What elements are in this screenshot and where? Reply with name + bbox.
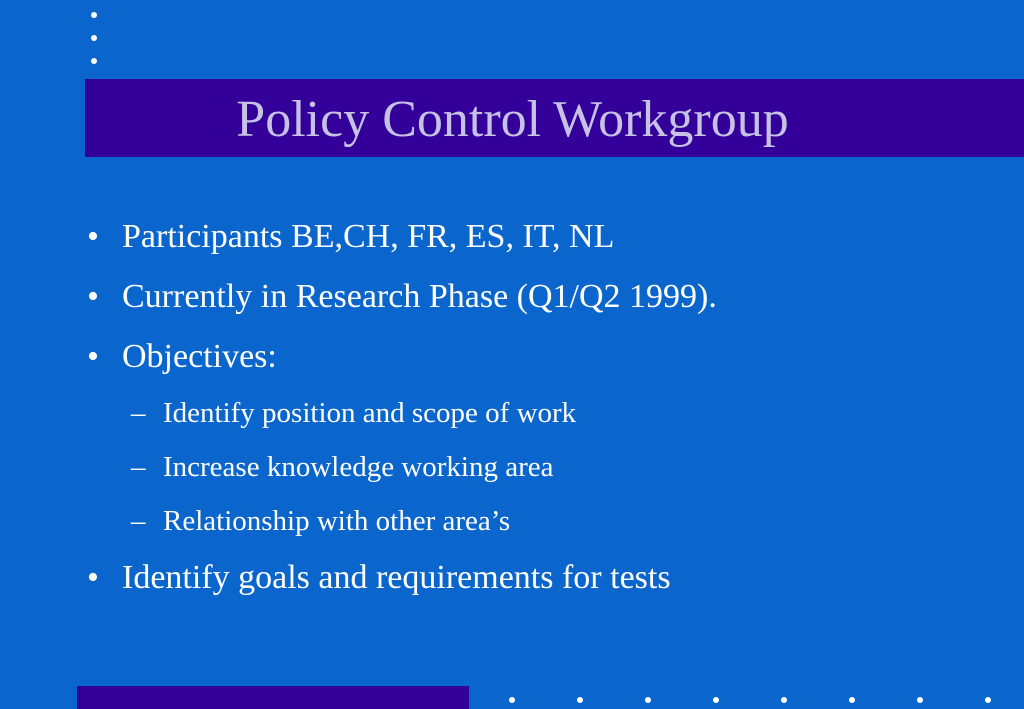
bullet-item [87,553,671,603]
bullet-item [87,212,614,262]
decorative-dot [91,35,97,41]
bullet-text: Currently in Research Phase (Q1/Q2 1999). [122,278,717,315]
sub-bullet-text: Identify position and scope of work [163,397,577,429]
decorative-dot [849,697,855,703]
decorative-dot [713,697,719,703]
corner-dot-column [89,10,99,70]
decorative-dot [91,58,97,64]
bullet-item [87,332,277,382]
bullet-marker: • [87,338,99,375]
bullet-marker: • [87,559,99,596]
decorative-dot [917,697,923,703]
sub-bullet-marker: – [131,505,146,537]
bullet-item [87,272,717,322]
sub-bullet-text: Increase knowledge working area [163,451,554,483]
bullet-text: Participants BE,CH, FR, ES, IT, NL [122,218,615,255]
sub-bullet-text: Relationship with other area’s [163,505,511,537]
decorative-dot [781,697,787,703]
sub-bullet-item [131,391,576,435]
slide-title: Policy Control Workgroup [236,91,789,148]
title-bar [85,79,1024,157]
bullet-text: Identify goals and requirements for tests [122,559,671,596]
sub-bullet-item [131,445,554,489]
footer-dot-row [0,696,1024,704]
sub-bullet-item [131,499,510,543]
decorative-dot [509,697,515,703]
bullet-marker: • [87,278,99,315]
sub-bullet-marker: – [131,397,146,429]
bullet-marker: • [87,218,99,255]
decorative-dot [577,697,583,703]
decorative-dot [91,12,97,18]
sub-bullet-marker: – [131,451,146,483]
bullet-text: Objectives: [122,338,277,375]
decorative-dot [985,697,991,703]
decorative-dot [645,697,651,703]
